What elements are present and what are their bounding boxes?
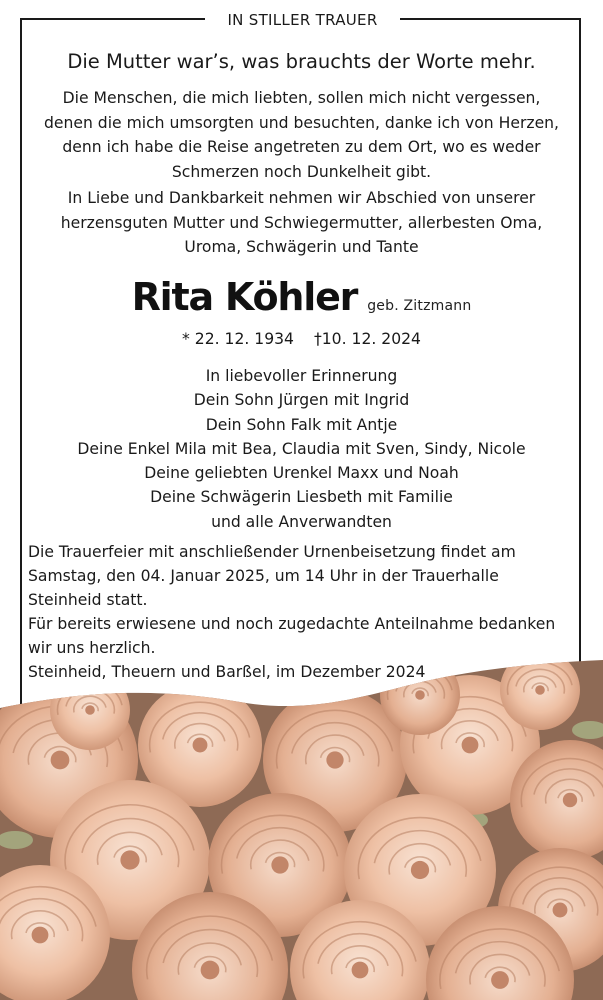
ceremony-line: Die Trauerfeier mit anschließender Urnenbeisetzung findet am: [28, 543, 516, 561]
mourner-line: Deine Schwägerin Liesbeth mit Familie: [150, 488, 453, 507]
thanks-line: Für bereits erwiesene und noch zugedachte Anteilnahme bedanken: [28, 615, 556, 633]
roses-image: [0, 650, 603, 1000]
mourner-line: und alle Anverwandten: [211, 512, 392, 531]
rose: [500, 650, 580, 730]
place-date-line: Steinheid, Theuern und Barßel, im Dezember 2024: [28, 663, 426, 681]
farewell-paragraph: [30, 186, 573, 260]
motto: Die Mutter war’s, was brauchts der Worte mehr.: [67, 50, 536, 73]
farewell-line: herzensguten Mutter und Schwiegermutter, allerbesten Oma,: [60, 213, 543, 232]
mourner-line: Deine Enkel Mila mit Bea, Claudia mit Sven, Sindy, Nicole: [77, 439, 526, 458]
farewell-line: Uroma, Schwägerin und Tante: [184, 238, 419, 256]
birth-name: geb. Zitzmann: [367, 298, 472, 314]
poem-line: Die Menschen, die mich liebten, sollen mich nicht vergessen,: [62, 89, 541, 107]
notice-header: IN STILLER TRAUER: [227, 11, 378, 29]
ceremony-line: Samstag, den 04. Januar 2025, um 14 Uhr in der Trauerhalle: [28, 567, 499, 585]
rose: [380, 655, 460, 735]
mourner-line: In liebevoller Erinnerung: [205, 367, 398, 385]
poem-line: denen die mich umsorgten und besuchten, danke ich von Herzen,: [44, 113, 559, 132]
poem-line: Schmerzen noch Dunkelheit gibt.: [171, 162, 432, 181]
death-date: †10. 12. 2024: [313, 330, 421, 348]
mourner-line: Deine geliebten Urenkel Maxx und Noah: [144, 464, 459, 483]
deceased-name: Rita Köhler: [131, 275, 358, 319]
poem-paragraph: [30, 86, 573, 184]
thanks-line: wir uns herzlich.: [28, 639, 156, 657]
farewell-line: In Liebe und Dankbarkeit nehmen wir Abschied von unserer: [67, 189, 536, 207]
rose: [50, 670, 130, 750]
birth-date: * 22. 12. 1934: [182, 330, 294, 348]
mourner-line: Dein Sohn Jürgen mit Ingrid: [193, 391, 410, 410]
deceased-name-line: [30, 272, 573, 331]
ceremony-line: Steinheid statt.: [28, 591, 148, 609]
mourner-line: Dein Sohn Falk mit Antje: [205, 415, 398, 434]
life-dates: [30, 327, 573, 351]
mourners-list: [30, 364, 573, 534]
poem-line: denn ich habe die Reise angetreten zu dem Ort, wo es weder: [62, 138, 541, 156]
